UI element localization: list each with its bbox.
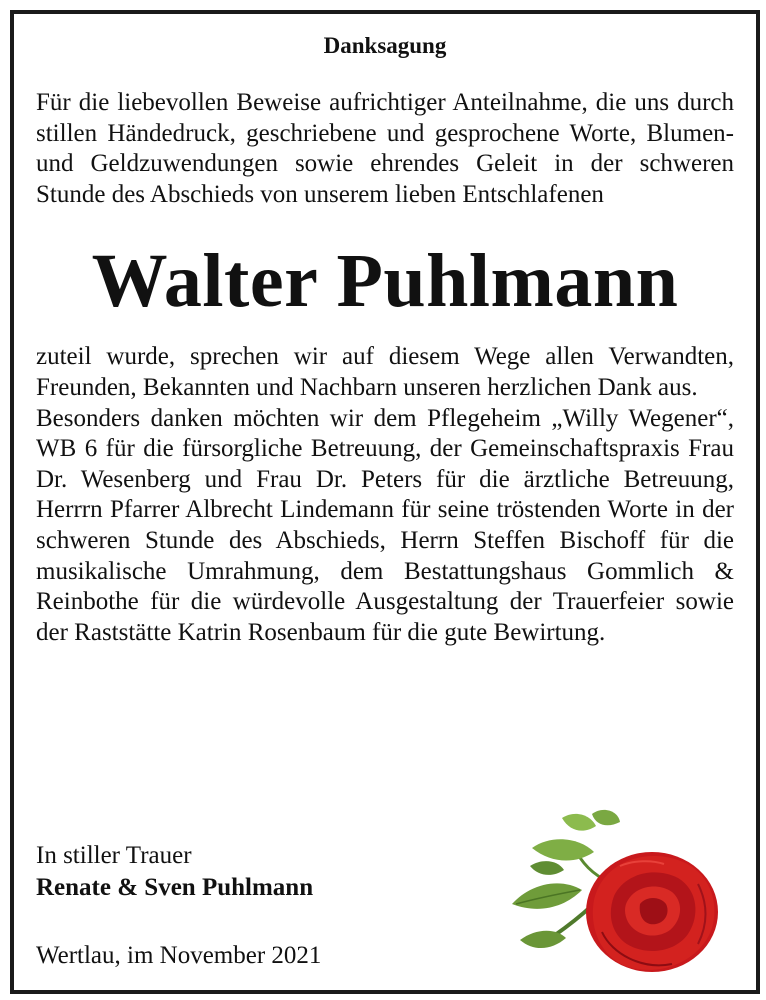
special-thanks-paragraph: Besonders danken möchten wir dem Pflegeheim „Willy Wegener“, WB 6 für die fürsorgliche Betreuung, der Gemeinschaftspraxis Frau Dr. Wesenberg und Frau Dr. Peters für die ärztliche Betreuung, Herrrn Pfarrer Albrecht Lindemann für seine tröstenden Worte in der schweren Stunde des Abschieds, Herrn Steffen Bischoff für die musikalische Umrahmung, dem Bestattungshaus Gommlich & Reinbothe für die würdevolle Ausgestaltung der Trauerfeier sowie der Raststätte Katrin Rosenbaum für die gute Bewirtung. [36,404,734,646]
heading: Danksagung [323,33,447,58]
closing-block [36,840,321,972]
notice-body [36,28,734,648]
notice-frame [10,10,760,994]
place-date: Wertlau, im November 2021 [36,942,322,969]
thanks-paragraph: zuteil wurde, sprechen wir auf diesem Wege allen Verwandten, Freunden, Bekannten und Nachbarn unseren herzlichen Dank aus. [36,343,734,401]
family-names: Renate & Sven Puhlmann [36,874,314,901]
mourning-line: In stiller Trauer [36,842,192,869]
deceased-name: Walter Puhlmann [91,239,679,324]
rose-image [502,804,732,982]
intro-paragraph: Für die liebevollen Beweise aufrichtiger Anteilnahme, die uns durch stillen Händedruck, geschriebene und gesprochene Worte, Blumen- und Geldzuwendungen sowie ehrendes Geleit in der schweren Stunde des Abschieds von unserem lieben Entschlafenen [36,89,734,208]
